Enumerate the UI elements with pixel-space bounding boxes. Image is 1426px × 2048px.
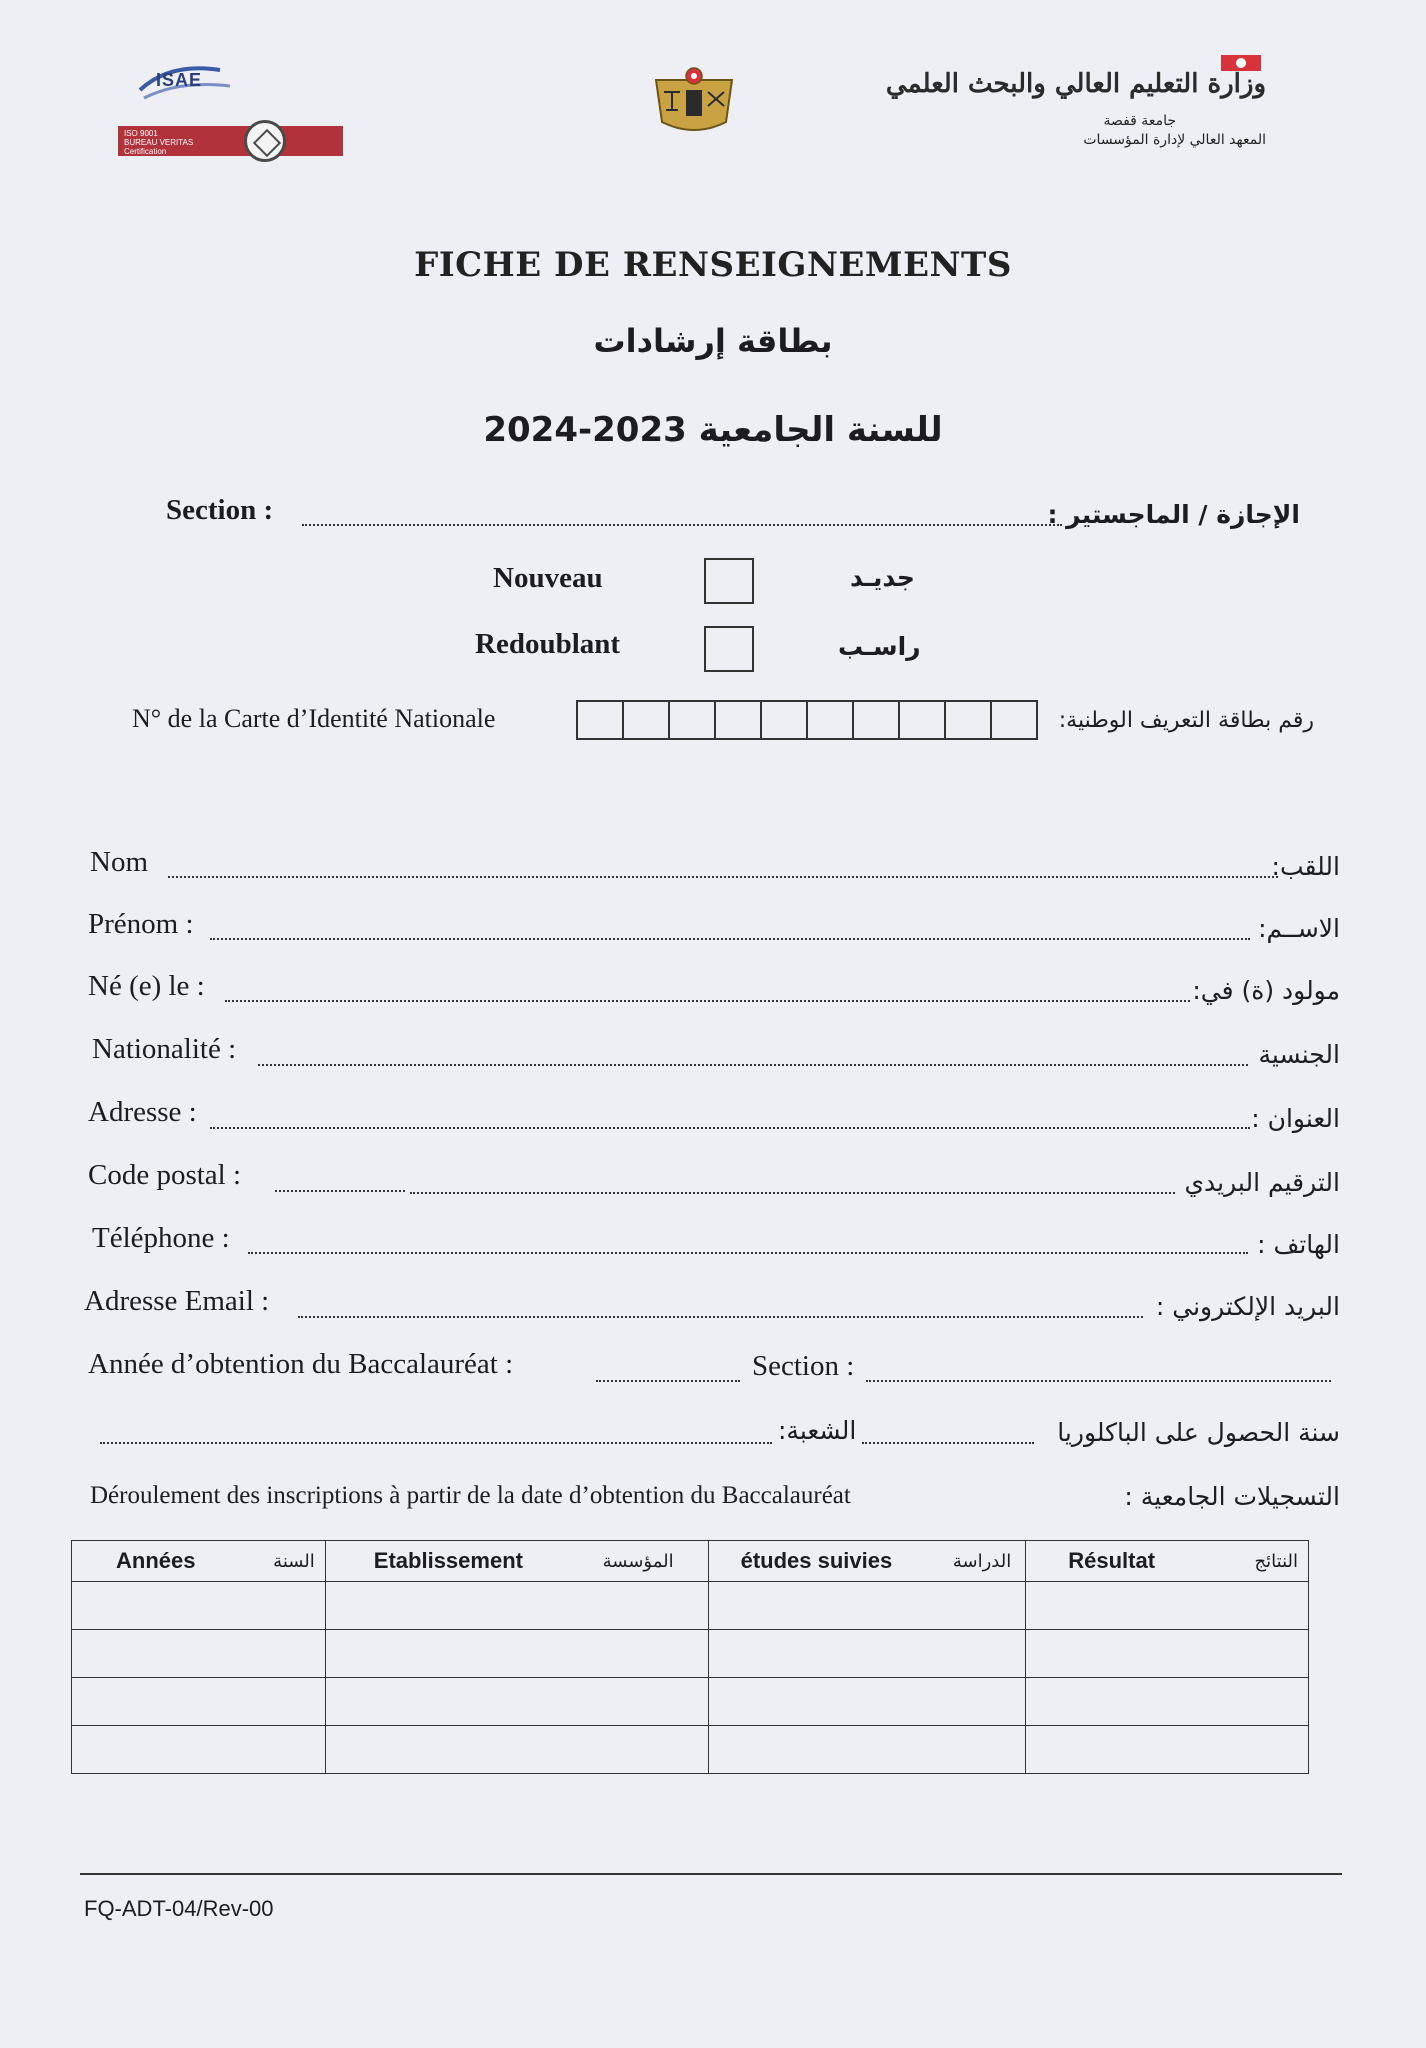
phone-label: Téléphone : — [92, 1222, 230, 1254]
section-label-arabic: الإجازة / الماجستير : — [1047, 500, 1300, 529]
phone-label-arabic: الهاتف : — [1257, 1230, 1340, 1259]
cin-digit-box[interactable] — [762, 702, 808, 738]
table-cell[interactable] — [325, 1726, 708, 1774]
last-name-field[interactable] — [168, 876, 1278, 878]
table-row — [72, 1726, 1309, 1774]
table-cell[interactable] — [708, 1630, 1026, 1678]
address-label-arabic: العنوان : — [1251, 1104, 1340, 1133]
university-name: جامعة قفصة — [1103, 113, 1176, 129]
birth-date-label: Né (e) le : — [88, 970, 205, 1002]
cin-digit-box[interactable] — [900, 702, 946, 738]
section-field[interactable] — [302, 524, 1062, 526]
bac-section-field[interactable] — [866, 1380, 1331, 1382]
table-cell[interactable] — [325, 1582, 708, 1630]
table-header-row — [72, 1541, 1309, 1582]
ministry-calligraphy: وزارة التعليم العالي والبحث العلمي — [885, 69, 1266, 99]
section-label: Section : — [166, 494, 274, 526]
birth-date-label-arabic: مولود (ة) في: — [1192, 976, 1340, 1005]
institute-name: المعهد العالي لإدارة المؤسسات — [1083, 132, 1266, 148]
academic-year: للسنة الجامعية 2023-2024 — [483, 410, 943, 450]
nationality-label-arabic: الجنسية — [1258, 1040, 1340, 1069]
certification-text: ISO 9001 BUREAU VERITAS Certification — [124, 129, 194, 156]
cin-digit-box[interactable] — [808, 702, 854, 738]
table-cell[interactable] — [72, 1726, 326, 1774]
certification-band — [118, 126, 343, 156]
table-cell[interactable] — [1026, 1630, 1309, 1678]
bac-year-label-arabic: سنة الحصول على الباكلوريا — [1057, 1418, 1340, 1447]
bac-year-field[interactable] — [596, 1380, 740, 1382]
column-header-result: Résultat النتائج — [1026, 1541, 1309, 1582]
birth-date-field[interactable] — [225, 1000, 1190, 1002]
bac-section-label: Section : — [752, 1350, 855, 1382]
table-cell[interactable] — [708, 1678, 1026, 1726]
cin-digit-box[interactable] — [946, 702, 992, 738]
cin-digit-box[interactable] — [854, 702, 900, 738]
address-label: Adresse : — [88, 1096, 197, 1128]
table-cell[interactable] — [72, 1582, 326, 1630]
bac-year-field-arabic[interactable] — [862, 1442, 1034, 1444]
cin-digit-box[interactable] — [624, 702, 670, 738]
table-row — [72, 1582, 1309, 1630]
enrollment-label-arabic: التسجيلات الجامعية : — [1124, 1482, 1340, 1511]
address-field[interactable] — [210, 1127, 1250, 1129]
postal-code-field-ar[interactable] — [410, 1192, 1175, 1194]
university-logo — [885, 55, 1266, 151]
table-cell[interactable] — [72, 1678, 326, 1726]
table-row — [72, 1630, 1309, 1678]
cin-digit-box[interactable] — [992, 702, 1036, 738]
first-name-label-arabic: الاســم: — [1258, 914, 1340, 943]
document-reference: FQ-ADT-04/Rev-00 — [84, 1896, 274, 1921]
repeating-student-label-arabic: راسـب — [838, 632, 921, 661]
isae-logo-text: ISAE — [156, 70, 203, 90]
bureau-veritas-seal-icon — [244, 120, 286, 162]
bac-section-field-arabic[interactable] — [100, 1442, 772, 1444]
cin-digit-box[interactable] — [670, 702, 716, 738]
bac-year-label: Année d’obtention du Baccalauréat : — [88, 1348, 514, 1380]
tunisia-emblem-icon — [648, 66, 740, 138]
table-cell[interactable] — [708, 1726, 1026, 1774]
table-cell[interactable] — [1026, 1678, 1309, 1726]
cin-digit-box[interactable] — [578, 702, 624, 738]
email-label-arabic: البريد الإلكتروني : — [1155, 1292, 1340, 1321]
page-title: FICHE DE RENSEIGNEMENTS — [414, 245, 1012, 285]
new-student-label-arabic: جديـد — [850, 563, 915, 592]
postal-code-label: Code postal : — [88, 1159, 242, 1191]
postal-code-label-arabic: الترقيم البريدي — [1184, 1168, 1340, 1197]
cin-input-boxes[interactable] — [576, 700, 1038, 740]
enrollment-table — [71, 1540, 1309, 1774]
table-row — [72, 1678, 1309, 1726]
table-cell[interactable] — [72, 1630, 326, 1678]
new-student-label: Nouveau — [493, 562, 603, 594]
repeating-student-label: Redoublant — [475, 628, 621, 660]
bac-section-label-arabic: الشعبة: — [778, 1416, 857, 1445]
column-header-years: Années السنة — [72, 1541, 326, 1582]
cin-label-arabic: رقم بطاقة التعريف الوطنية: — [1058, 708, 1314, 733]
table-cell[interactable] — [325, 1630, 708, 1678]
footer-divider — [80, 1873, 1342, 1875]
email-field[interactable] — [298, 1316, 1143, 1318]
email-label: Adresse Email : — [84, 1285, 270, 1317]
table-cell[interactable] — [325, 1678, 708, 1726]
page-title-arabic: بطاقة إرشادات — [593, 322, 833, 360]
phone-field[interactable] — [248, 1252, 1248, 1254]
nationality-label: Nationalité : — [92, 1033, 237, 1065]
last-name-label-arabic: اللقب: — [1271, 852, 1340, 881]
isae-logo — [118, 60, 348, 160]
table-cell[interactable] — [1026, 1726, 1309, 1774]
table-cell[interactable] — [1026, 1582, 1309, 1630]
cin-digit-box[interactable] — [716, 702, 762, 738]
first-name-label: Prénom : — [88, 908, 194, 940]
new-student-checkbox[interactable] — [704, 558, 754, 604]
repeating-student-checkbox[interactable] — [704, 626, 754, 672]
table-cell[interactable] — [708, 1582, 1026, 1630]
column-header-studies: études suivies الدراسة — [708, 1541, 1026, 1582]
postal-code-field[interactable] — [275, 1190, 405, 1192]
first-name-field[interactable] — [210, 938, 1250, 940]
enrollment-label: Déroulement des inscriptions à partir de la date d’obtention du Baccalauréat — [90, 1482, 851, 1509]
last-name-label: Nom — [90, 846, 148, 878]
cin-label: N° de la Carte d’Identité Nationale — [132, 704, 496, 733]
column-header-establishment: Etablissement المؤسسة — [325, 1541, 708, 1582]
nationality-field[interactable] — [258, 1064, 1248, 1066]
